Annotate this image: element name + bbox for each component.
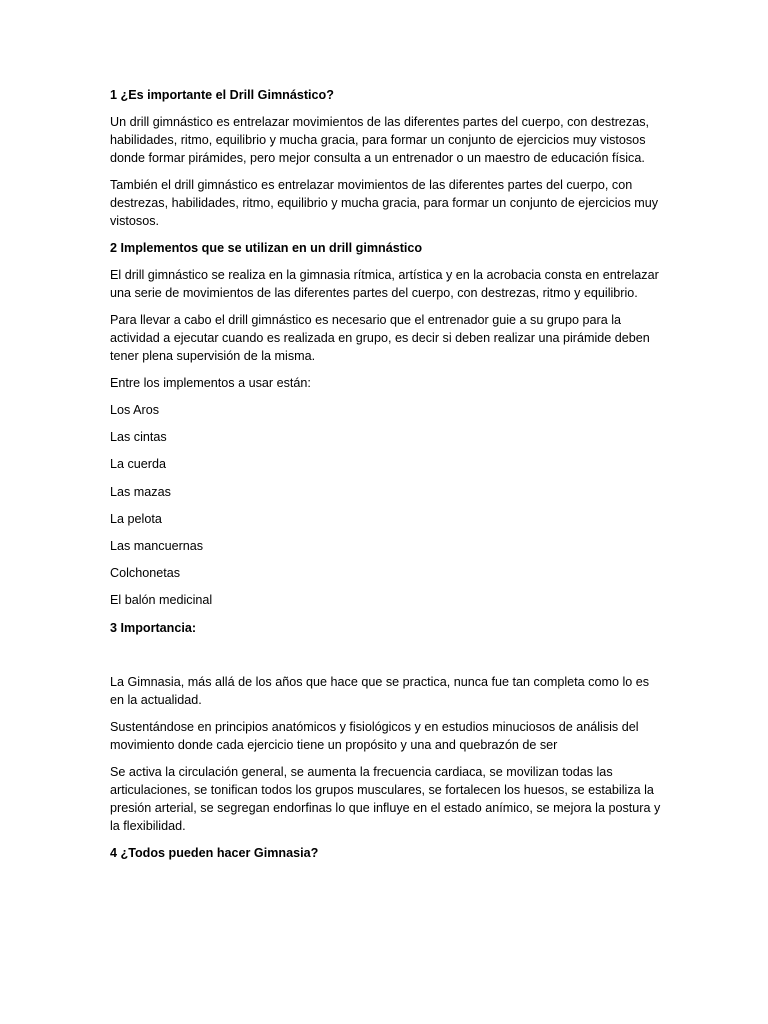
section-2-paragraph-1: El drill gimnástico se realiza en la gimnasia rítmica, artística y en la acrobacia consta en entrelazar una serie de movimientos de las diferentes partes del cuerpo, con destrezas, ritmo y equilibrio. [110, 268, 659, 300]
implement-item: Colchonetas [110, 566, 181, 581]
blank-line [110, 646, 662, 673]
implement-item: Las mancuernas [110, 538, 204, 553]
section-3-heading: 3 Importancia: [110, 620, 197, 635]
implement-item: Los Aros [110, 403, 160, 417]
section-2-paragraph-3: Entre los implementos a usar están: [110, 376, 311, 390]
document-page [110, 86, 662, 871]
implement-item: El balón medicinal [110, 593, 213, 608]
section-2-heading: 2 Implementos que se utilizan en un drill gimnástico [110, 241, 423, 255]
implement-item: La cuerda [110, 457, 167, 472]
section-4-heading: 4 ¿Todos pueden hacer Gimnasia? [110, 845, 319, 860]
section-3-paragraph-2: Sustentándose en principios anatómicos y fisiológicos y en estudios minuciosos de análisis del movimiento donde cada ejercicio tiene un propósito y una and quebrazón de ser [110, 719, 639, 752]
implements-list [110, 401, 662, 609]
implement-item: Las cintas [110, 430, 167, 445]
section-3-paragraph-3: Se activa la circulación general, se aumenta la frecuencia cardiaca, se movilizan todas las articulaciones, se tonifican todos los grupos musculares, se fortalecen los huesos, se estabiliza la presión arterial, se segregan endorfinas lo que influye en el estado anímico, se mejora la postura y la flexibilidad. [110, 764, 661, 833]
section-1-paragraph-2: También el drill gimnástico es entrelazar movimientos de las diferentes partes del cuerpo, con destrezas, habilidades, ritmo, equilibrio y mucha gracia, para formar un conjunto de ejercicios muy vistosos. [110, 178, 659, 228]
implement-item: La pelota [110, 511, 162, 526]
section-2-paragraph-2: Para llevar a cabo el drill gimnástico es necesario que el entrenador guie a su grupo para la actividad a ejecutar cuando es realizada en grupo, es decir si deben realizar una pirámide deben tener plena supervisión de la misma. [110, 313, 650, 363]
section-1-heading: 1 ¿Es importante el Drill Gimnástico? [110, 88, 334, 102]
implement-item: Las mazas [110, 484, 171, 499]
section-1-paragraph-1: Un drill gimnástico es entrelazar movimientos de las diferentes partes del cuerpo, con destrezas, habilidades, ritmo, equilibrio y mucha gracia, para formar un conjunto de ejercicios muy vistosos donde formar pirámides, pero mejor consulta a un entrenador o un maestro de educación física. [110, 115, 649, 165]
section-3-paragraph-1: La Gimnasia, más allá de los años que hace que se practica, nunca fue tan completa como lo es en la actualidad. [110, 674, 650, 707]
